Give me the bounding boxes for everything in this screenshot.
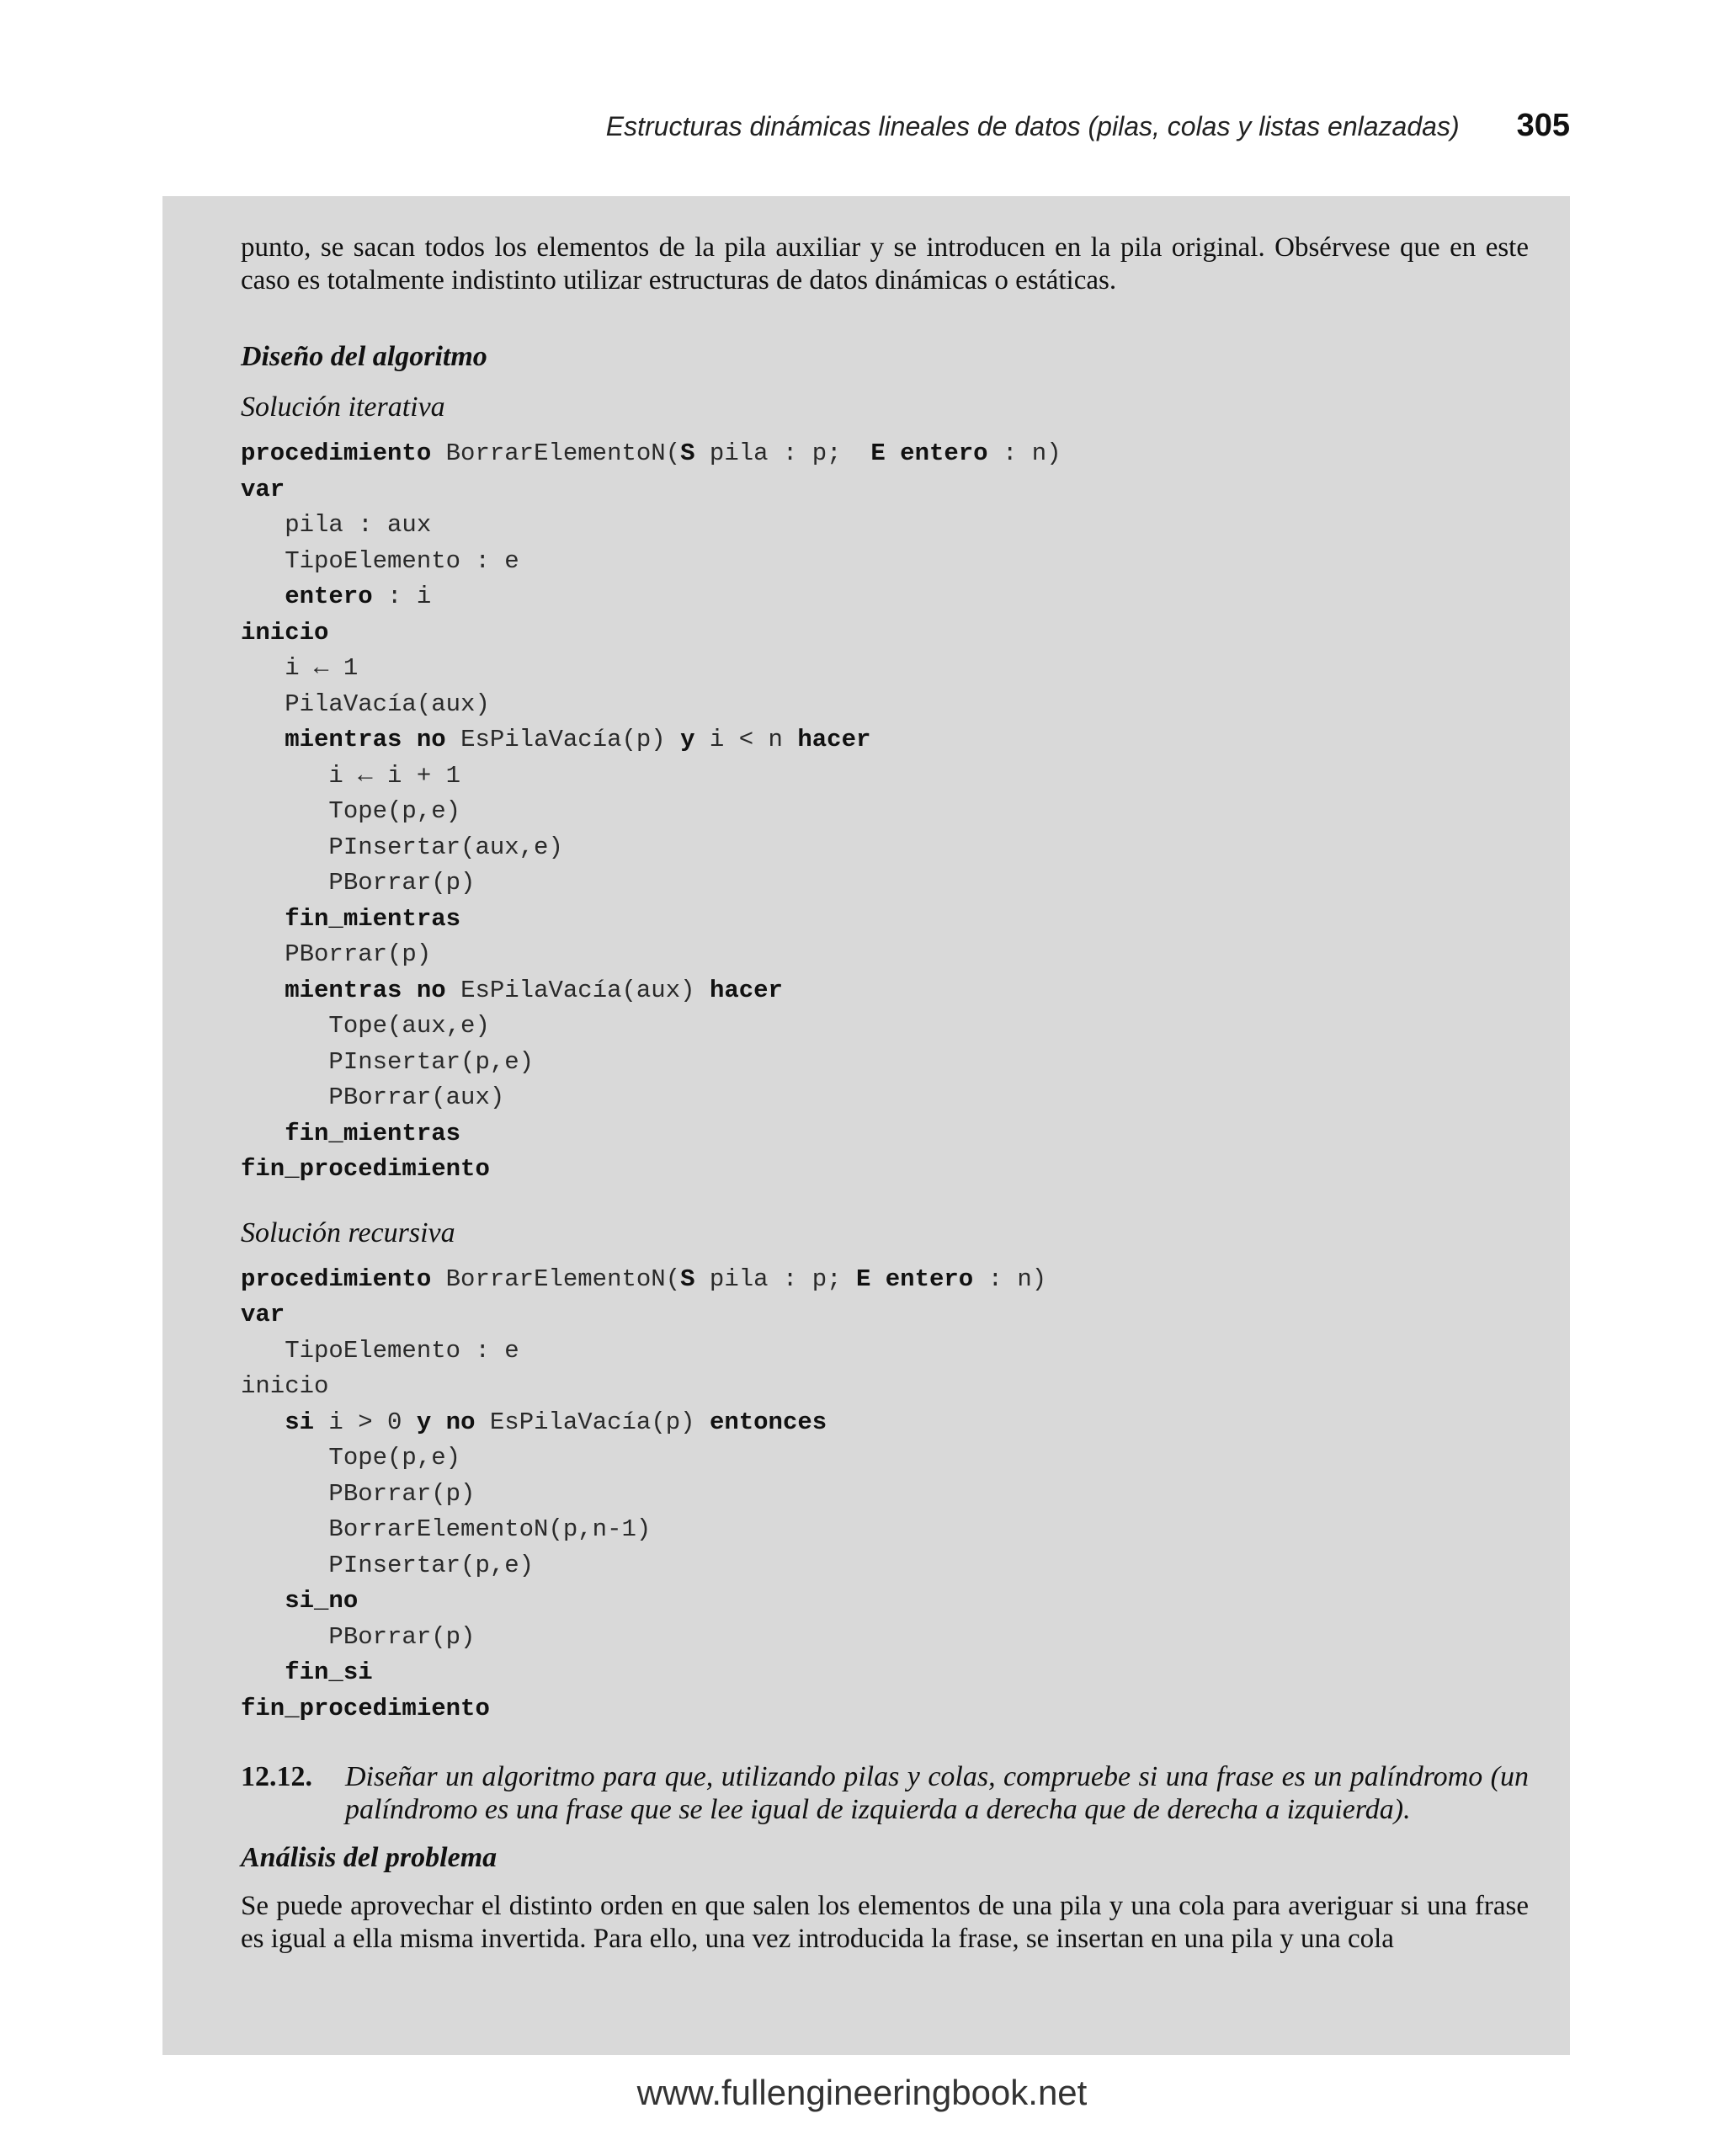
iterative-code-line: [241, 1080, 1529, 1116]
code-keyword: entero: [900, 439, 988, 467]
iterative-code-line: [241, 722, 1529, 759]
recursive-code-line: [241, 1262, 1529, 1298]
code-keyword: S: [680, 439, 695, 467]
code-text: [241, 1658, 285, 1686]
iterative-code-line: [241, 865, 1529, 902]
code-text: : i: [372, 583, 432, 610]
code-text: TipoElemento : e: [241, 546, 519, 575]
iterative-code-line: [241, 436, 1529, 472]
code-keyword: si: [285, 1408, 315, 1436]
code-keyword: procedimiento: [241, 1264, 432, 1293]
exercise-statement: [241, 1760, 1529, 1826]
code-text: EsPilaVacía(p): [445, 726, 681, 753]
solution-box: [162, 196, 1570, 2055]
recursive-code-line: [241, 1477, 1529, 1513]
code-keyword: var: [241, 475, 285, 503]
iterative-code-line: [241, 651, 1529, 687]
intro-paragraph: punto, se sacan todos los elementos de la pila auxiliar y se introducen en la pila original. Obsérvese que en este caso es totalmente indistinto utilizar estructuras de datos dinámicas o estáticas.: [241, 232, 1529, 295]
code-keyword: fin_mientras: [285, 904, 461, 933]
recursive-title: Solución recursiva: [241, 1216, 455, 1248]
recursive-code-line: [241, 1620, 1529, 1656]
code-text: : n): [987, 439, 1062, 467]
code-keyword: si_no: [285, 1587, 359, 1615]
code-text: PBorrar(p): [241, 940, 432, 968]
code-keyword: y: [680, 726, 695, 753]
iterative-code-line: [241, 472, 1529, 508]
recursive-code-line: [241, 1334, 1529, 1370]
code-text: PilaVacía(aux): [241, 689, 490, 718]
iterative-code-line: [241, 902, 1529, 938]
code-text: i > 0: [314, 1408, 417, 1436]
code-keyword: fin_procedimiento: [241, 1694, 490, 1722]
iterative-code-line: [241, 687, 1529, 723]
code-keyword: hacer: [797, 726, 871, 753]
code-keyword: mientras: [285, 976, 402, 1004]
code-keyword: no: [416, 976, 446, 1004]
code-text: [241, 1587, 285, 1615]
recursive-code-line: [241, 1440, 1529, 1477]
code-text: [402, 726, 416, 753]
code-keyword: inicio: [241, 618, 329, 647]
code-text: PInsertar(aux,e): [241, 833, 563, 861]
recursive-code-line: [241, 1405, 1529, 1441]
code-text: [870, 1265, 885, 1293]
iterative-code-line: [241, 1116, 1529, 1153]
iterative-code-line: [241, 615, 1529, 652]
page-number: 305: [1516, 108, 1570, 143]
code-text: BorrarElementoN(: [431, 1264, 681, 1293]
iterative-code-line: [241, 937, 1529, 973]
code-keyword: fin_mientras: [285, 1119, 461, 1147]
iterative-code-line: [241, 579, 1529, 615]
recursive-code-line: [241, 1548, 1529, 1584]
solution-content: [241, 232, 1529, 1956]
recursive-code-line: [241, 1512, 1529, 1548]
code-text: : n): [973, 1264, 1047, 1293]
code-keyword: procedimiento: [241, 439, 432, 467]
code-text: PBorrar(aux): [241, 1083, 505, 1111]
code-keyword: entero: [885, 1264, 974, 1293]
code-text: [241, 905, 285, 933]
code-text: PInsertar(p,e): [241, 1551, 535, 1579]
analysis-heading: Análisis del problema: [241, 1842, 498, 1873]
code-text: [431, 1408, 445, 1436]
recursive-code-line: [241, 1691, 1529, 1727]
code-keyword: mientras: [285, 726, 402, 753]
code-text: TipoElemento : e: [241, 1336, 519, 1365]
iterative-code-block: [241, 436, 1529, 1188]
code-text: [241, 1120, 285, 1147]
iterative-code-line: [241, 544, 1529, 580]
analysis-paragraph: Se puede aprovechar el distinto orden en que salen los elementos de una pila y una cola para averiguar si una frase es igual a ella misma invertida. Para ello, una vez introducida la frase, se insertan en una pila y una cola: [241, 1891, 1529, 1954]
iterative-code-line: [241, 1152, 1529, 1188]
code-keyword: E: [855, 1264, 871, 1293]
iterative-code-line: [241, 830, 1529, 866]
code-text: inicio: [241, 1372, 329, 1400]
code-keyword: no: [416, 726, 446, 753]
recursive-code-line: [241, 1297, 1529, 1334]
code-text: EsPilaVacía(p): [475, 1408, 710, 1436]
recursive-code-line: [241, 1655, 1529, 1691]
code-text: [402, 977, 416, 1004]
code-text: PBorrar(p): [241, 1622, 476, 1651]
code-text: Tope(aux,e): [241, 1012, 490, 1040]
recursive-code-line: [241, 1369, 1529, 1405]
design-heading: Diseño del algoritmo: [241, 341, 487, 372]
iterative-code-line: [241, 508, 1529, 544]
iterative-title: Solución iterativa: [241, 391, 445, 423]
recursive-code-block: [241, 1262, 1529, 1727]
iterative-code-line: [241, 794, 1529, 830]
running-title: Estructuras dinámicas lineales de datos (pilas, colas y listas enlazadas): [605, 111, 1460, 141]
code-keyword: y: [416, 1408, 432, 1436]
code-keyword: hacer: [709, 976, 783, 1004]
code-text: [241, 1408, 285, 1436]
code-text: EsPilaVacía(aux): [445, 976, 710, 1004]
exercise-text: Diseñar un algoritmo para que, utilizando pilas y colas, compruebe si una frase es un palíndromo (un palíndromo es una frase que se lee igual de izquierda a derecha que de derecha a izquierda).: [345, 1761, 1529, 1825]
running-head: [0, 108, 1570, 144]
code-text: i < n: [694, 726, 798, 753]
code-text: [241, 726, 285, 753]
exercise-number: 12.12.: [241, 1761, 312, 1792]
code-text: i ← i + 1: [241, 761, 461, 790]
footer-url: www.fullengineeringbook.net: [636, 2073, 1088, 2112]
code-text: BorrarElementoN(: [431, 439, 681, 467]
code-keyword: S: [680, 1264, 695, 1293]
code-text: Tope(p,e): [241, 1444, 461, 1472]
code-text: BorrarElementoN(p,n-1): [241, 1515, 652, 1543]
iterative-code-line: [241, 1045, 1529, 1081]
code-text: Tope(p,e): [241, 797, 461, 825]
code-keyword: no: [445, 1408, 476, 1436]
iterative-code-line: [241, 1009, 1529, 1045]
iterative-code-line: [241, 759, 1529, 795]
code-keyword: var: [241, 1301, 285, 1328]
code-text: pila : aux: [241, 511, 432, 539]
code-text: [241, 977, 285, 1004]
code-text: [886, 439, 900, 467]
code-text: i ← 1: [241, 654, 359, 682]
code-text: PInsertar(p,e): [241, 1047, 535, 1076]
code-keyword: entero: [285, 583, 373, 610]
code-text: pila : p;: [694, 439, 871, 467]
code-text: PBorrar(p): [241, 869, 476, 897]
code-text: pila : p;: [694, 1264, 856, 1293]
code-text: [241, 583, 285, 610]
code-text: PBorrar(p): [241, 1479, 476, 1508]
recursive-code-line: [241, 1584, 1529, 1620]
iterative-code-line: [241, 973, 1529, 1009]
code-keyword: entonces: [709, 1408, 827, 1436]
code-keyword: E: [870, 439, 886, 467]
code-keyword: fin_si: [285, 1658, 373, 1686]
code-keyword: fin_procedimiento: [241, 1155, 490, 1183]
